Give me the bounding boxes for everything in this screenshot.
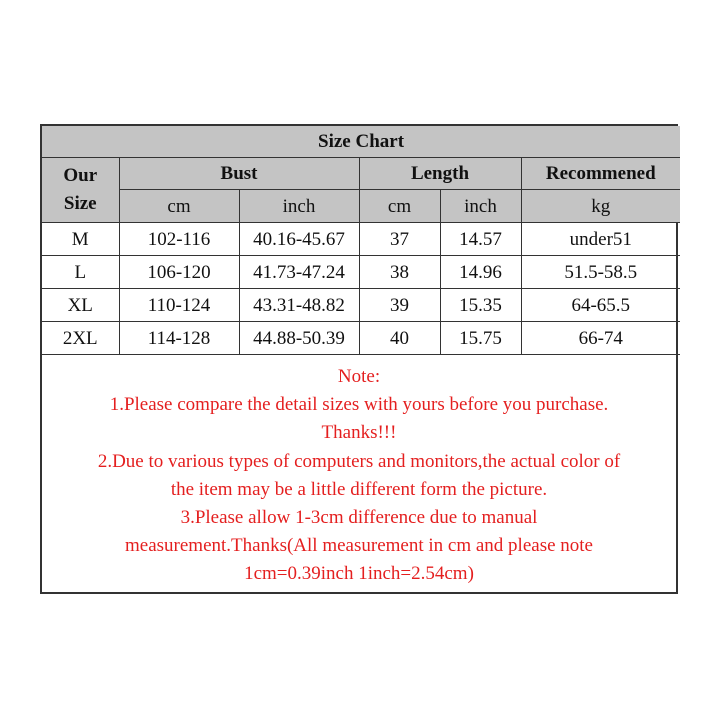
bust-group-header: Bust xyxy=(119,158,359,190)
size-cell: L xyxy=(42,256,119,289)
bust-inch-header: inch xyxy=(239,190,359,223)
bust-cm-header: cm xyxy=(119,190,239,223)
bust-cm-cell: 110-124 xyxy=(119,289,239,322)
length-cm-cell: 37 xyxy=(359,223,440,256)
size-header-line1: Our xyxy=(63,165,98,186)
weight-cell: 66-74 xyxy=(521,322,680,355)
length-inch-cell: 14.96 xyxy=(440,256,521,289)
table-row xyxy=(42,256,680,289)
table-row xyxy=(42,223,680,256)
size-chart xyxy=(40,124,678,594)
note-line: the item may be a little different form the picture. xyxy=(170,478,548,500)
length-inch-cell: 14.57 xyxy=(440,223,521,256)
note-line: 1cm=0.39inch 1inch=2.54cm) xyxy=(244,563,474,585)
bust-inch-cell: 43.31-48.82 xyxy=(239,289,359,322)
bust-cm-cell: 106-120 xyxy=(119,256,239,289)
weight-cell: under51 xyxy=(521,223,680,256)
length-cm-cell: 39 xyxy=(359,289,440,322)
note-line: Thanks!!! xyxy=(321,422,397,444)
length-cm-cell: 40 xyxy=(359,322,440,355)
chart-title: Size Chart xyxy=(42,126,680,158)
bust-inch-cell: 44.88-50.39 xyxy=(239,322,359,355)
size-cell: XL xyxy=(42,289,119,322)
bust-cm-cell: 114-128 xyxy=(119,322,239,355)
weight-kg-header: kg xyxy=(521,190,680,223)
note-line: 1.Please compare the detail sizes with yours before you purchase. xyxy=(109,394,609,416)
note-line: 3.Please allow 1-3cm difference due to manual xyxy=(180,507,538,529)
note-heading: Note: xyxy=(337,366,381,387)
bust-cm-cell: 102-116 xyxy=(119,223,239,256)
weight-cell: 51.5-58.5 xyxy=(521,256,680,289)
note-section xyxy=(42,358,676,592)
length-group-header: Length xyxy=(359,158,521,190)
table-row xyxy=(42,322,680,355)
size-table xyxy=(42,126,680,355)
length-cm-cell: 38 xyxy=(359,256,440,289)
size-column-header xyxy=(42,158,119,223)
length-inch-cell: 15.75 xyxy=(440,322,521,355)
size-cell: 2XL xyxy=(42,322,119,355)
bust-inch-cell: 41.73-47.24 xyxy=(239,256,359,289)
length-inch-header: inch xyxy=(440,190,521,223)
size-cell: M xyxy=(42,223,119,256)
bust-inch-cell: 40.16-45.67 xyxy=(239,223,359,256)
note-line: 2.Due to various types of computers and monitors,the actual color of xyxy=(97,450,621,472)
note-line: measurement.Thanks(All measurement in cm and please note xyxy=(125,535,593,557)
table-row xyxy=(42,289,680,322)
length-cm-header: cm xyxy=(359,190,440,223)
weight-cell: 64-65.5 xyxy=(521,289,680,322)
size-header-line2: Size xyxy=(63,193,97,214)
recommend-group-header: Recommened xyxy=(521,158,680,190)
length-inch-cell: 15.35 xyxy=(440,289,521,322)
